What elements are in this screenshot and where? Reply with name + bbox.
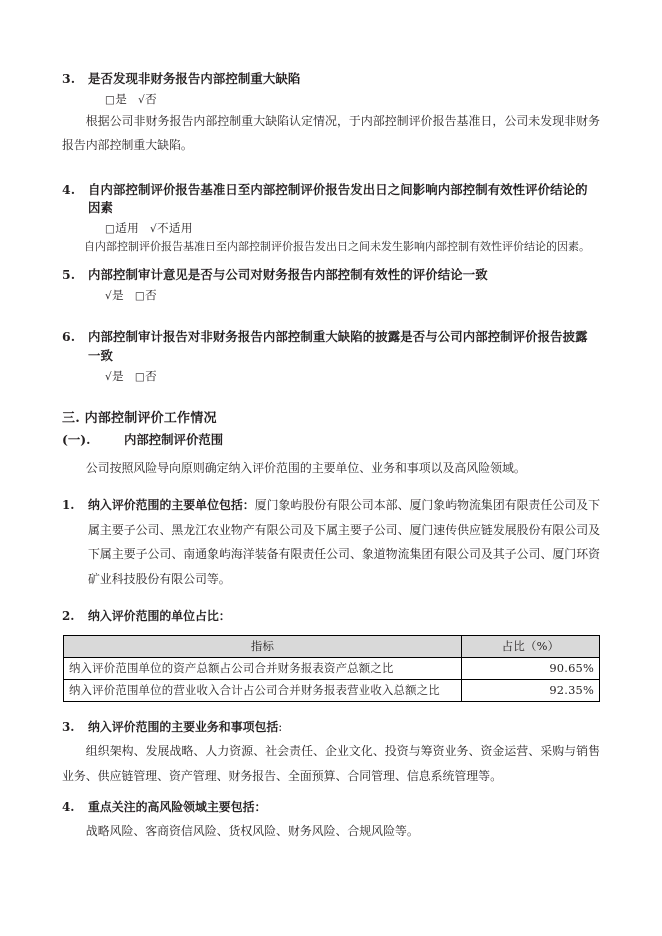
checkbox-empty-icon: □ — [134, 290, 146, 303]
question-block-3 — [62, 70, 600, 158]
question-5-number: 5. — [62, 267, 76, 283]
option-label: 是 — [112, 288, 124, 303]
checkbox-empty-icon: □ — [105, 223, 116, 236]
scope-item-2-number: 2. — [62, 609, 75, 624]
business-scope-paragraph: 组织架构、发展战略、人力资源、社会责任、企业文化、投资与筹资业务、资金运营、采购与销售业务、供应链管理、资产管理、财务报告、全面预算、合同管理、信息系统管理等。 — [62, 744, 600, 783]
checkbox-empty-icon: □ — [134, 370, 146, 383]
question-6-options — [105, 366, 600, 386]
question-3-options — [105, 89, 600, 109]
option-label: 是 — [112, 368, 124, 383]
scope-item-2 — [62, 604, 600, 628]
question-4-heading — [62, 181, 600, 218]
scope-item-3-number: 3. — [62, 719, 75, 734]
scope-item-4 — [62, 795, 600, 819]
subsection-label: (一). — [62, 431, 91, 447]
question-5-options — [105, 285, 600, 305]
scope-item-1-lead: 纳入评价范围的主要单位包括： — [88, 498, 255, 513]
spacer — [62, 480, 600, 493]
option-label: 否 — [145, 91, 158, 106]
checkmark-icon: √ — [105, 290, 112, 303]
question-5-heading — [62, 266, 600, 285]
checkmark-icon: √ — [105, 370, 112, 383]
table-cell-value: 90.65% — [462, 657, 600, 679]
ratio-table — [63, 635, 600, 702]
subsection-heading — [62, 430, 600, 450]
option-yes[interactable] — [105, 369, 124, 383]
question-3-number: 3. — [62, 71, 76, 86]
option-no[interactable] — [135, 369, 157, 383]
table-cell-metric: 纳入评价范围单位的营业收入合计占公司合并财务报表营业收入总额之比 — [64, 679, 462, 701]
checkmark-icon: √ — [150, 223, 158, 236]
option-applicable[interactable] — [105, 221, 139, 235]
section-heading: 三. 内部控制评价工作情况 — [62, 411, 217, 427]
scope-item-3 — [62, 715, 600, 739]
risk-areas-paragraph: 战略风险、客商资信风险、货权风险、财务风险、合规风险等。 — [85, 824, 419, 839]
spacer — [62, 162, 600, 181]
scope-item-1-content: 厦门象屿股份有限公司本部、厦门象屿物流集团有限责任公司及下属主要子公司、黑龙江农业物产有限公司及下属主要子公司、厦门速传供应链发展股份有限公司及下属主要子公司、南通象屿海洋装备有限责任公司、象道物流集团有限公司及其子公司、厦门环资矿业科技股份有限公司等。 — [88, 498, 600, 586]
checkbox-empty-icon: □ — [105, 93, 116, 106]
scope-item-4-text — [88, 795, 600, 819]
subsection-title: 内部控制评价范围 — [124, 431, 224, 447]
scope-item-3-lead: 纳入评价范围的主要业务和事项包括 — [88, 719, 279, 734]
question-6-number: 6. — [62, 329, 76, 345]
question-5-title: 内部控制审计意见是否与公司对财务报告内部控制有效性的评价结论一致 — [88, 267, 488, 283]
scope-item-3-colon: : — [278, 719, 283, 734]
table-header-metric: 指标 — [64, 635, 462, 657]
option-label: 否 — [145, 368, 158, 383]
scope-item-1-number: 1. — [62, 498, 75, 513]
table-header-ratio: 占比（%） — [462, 635, 600, 657]
spacer — [62, 259, 600, 266]
option-not-applicable[interactable] — [150, 221, 193, 235]
option-no[interactable] — [135, 288, 157, 302]
question-6-heading — [62, 328, 600, 365]
scope-item-2-text — [88, 604, 600, 628]
spacer — [62, 591, 600, 604]
question-block-5 — [62, 266, 600, 305]
checkmark-icon: √ — [138, 93, 146, 106]
scope-item-4-number: 4. — [62, 800, 75, 815]
question-block-4 — [62, 181, 600, 256]
question-3-body: 根据公司非财务报告内部控制重大缺陷认定情况，于内部控制评价报告基准日，公司未发现非财务报告内部控制重大缺陷。 — [62, 113, 600, 153]
spacer — [62, 788, 600, 795]
option-label: 是 — [115, 91, 128, 106]
scope-item-1-text — [88, 493, 600, 591]
option-yes[interactable] — [105, 92, 127, 106]
question-4-number: 4. — [62, 181, 76, 197]
table-cell-value: 92.35% — [462, 679, 600, 701]
option-label: 否 — [145, 288, 158, 303]
option-label: 不适用 — [157, 221, 193, 236]
table-cell-metric: 纳入评价范围单位的资产总额占公司合并财务报表资产总额之比 — [64, 657, 462, 679]
spacer — [62, 702, 600, 715]
question-4-title: 自内部控制评价报告基准日至内部控制评价报告发出日之间影响内部控制有效性评价结论的因素 — [88, 181, 588, 216]
spacer — [62, 450, 600, 457]
question-4-body: 自内部控制评价报告基准日至内部控制评价报告发出日之间未发生影响内部控制有效性评价结论的因素。 — [84, 240, 590, 254]
scope-item-2-lead: 纳入评价范围的单位占比： — [88, 609, 231, 624]
question-6-title: 内部控制审计报告对非财务报告内部控制重大缺陷的披露是否与公司内部控制评价报告披露一致 — [88, 329, 588, 364]
question-block-6 — [62, 328, 600, 386]
scope-item-1 — [62, 493, 600, 591]
question-3-title: 是否发现非财务报告内部控制重大缺陷 — [88, 71, 301, 86]
table-row — [64, 679, 600, 701]
section-intro-paragraph: 公司按照风险导向原则确定纳入评价范围的主要单位、业务和事项以及高风险领域。 — [85, 460, 526, 475]
option-label: 适用 — [115, 221, 140, 236]
table-row — [64, 657, 600, 679]
option-yes[interactable] — [105, 288, 124, 302]
spacer — [62, 390, 600, 409]
table-header-row — [64, 635, 600, 657]
spacer — [62, 309, 600, 328]
scope-item-4-lead: 重点关注的高风险领域主要包括： — [88, 800, 267, 815]
question-3-heading — [62, 70, 600, 89]
question-4-options — [105, 218, 600, 238]
option-no[interactable] — [138, 92, 157, 106]
scope-item-3-text — [88, 715, 600, 739]
